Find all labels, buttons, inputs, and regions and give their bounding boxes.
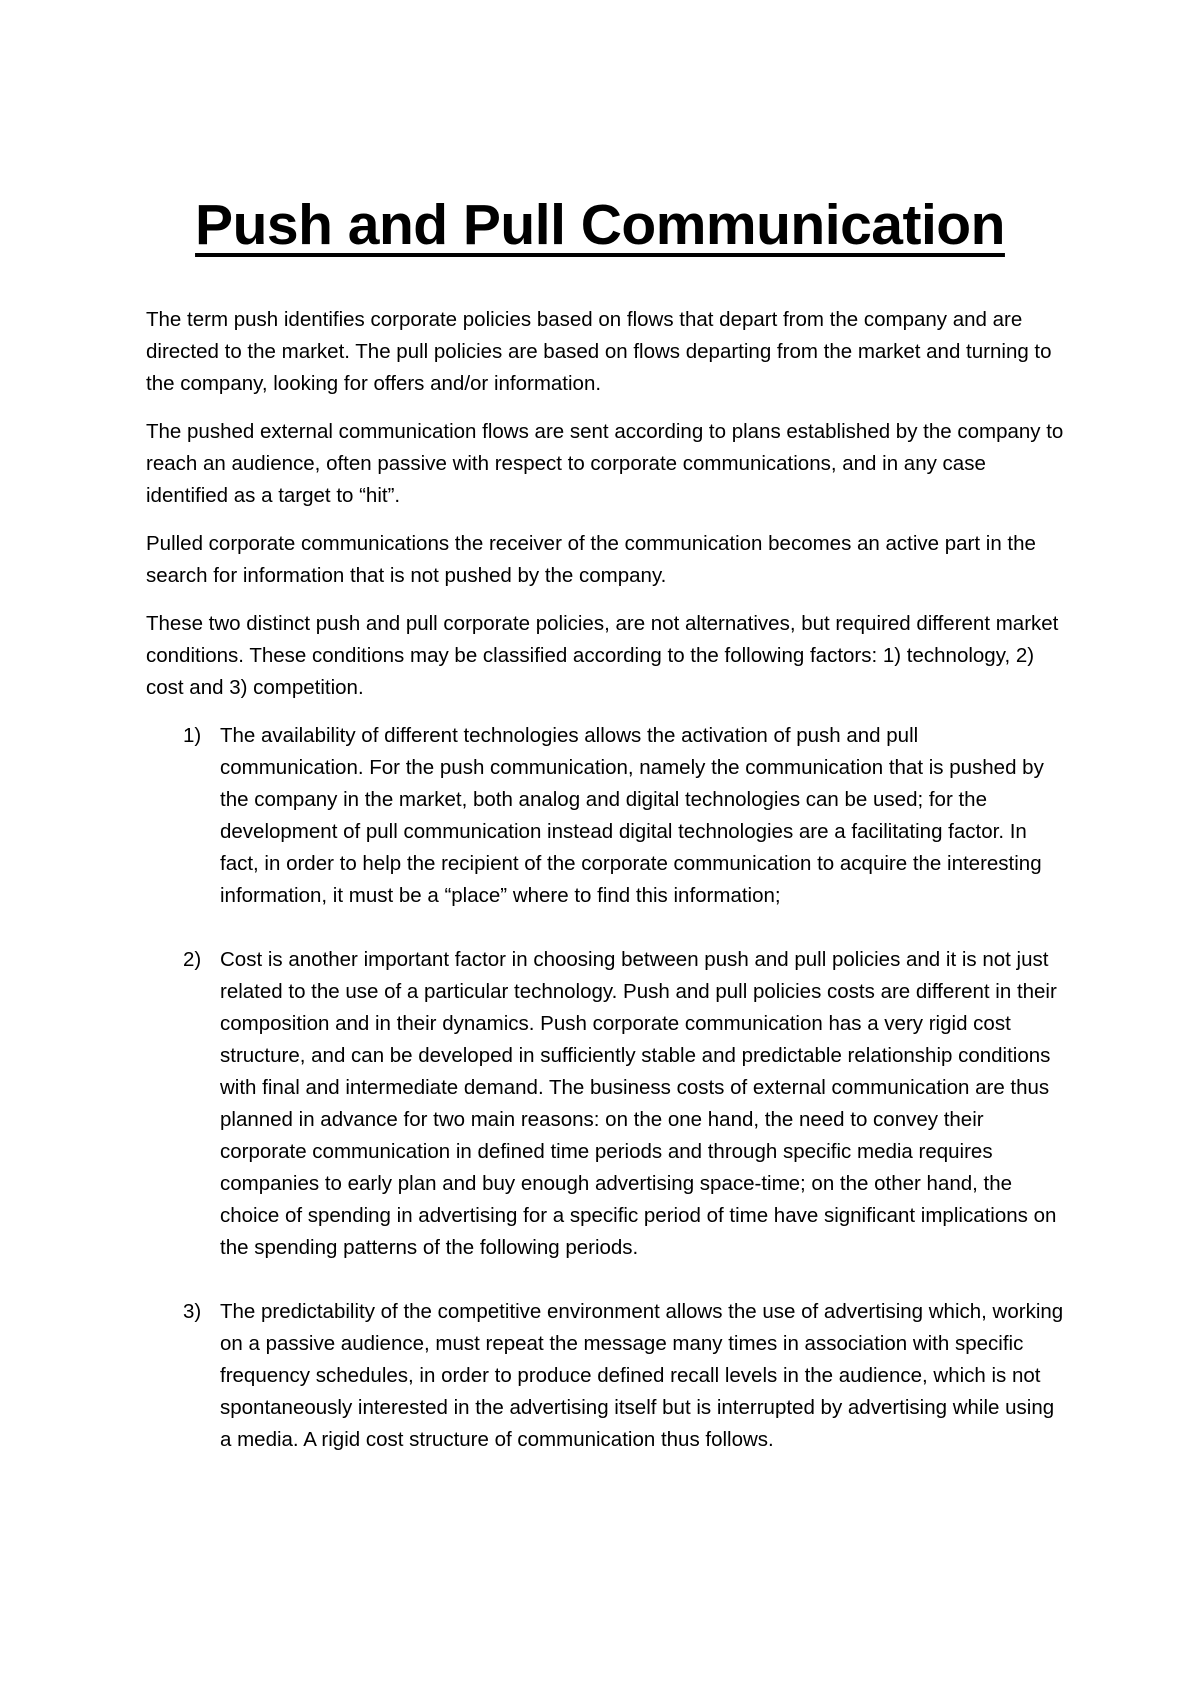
- paragraph-pulled-communications: Pulled corporate communications the receiver of the communication becomes an active part in the search for information that is not pushed by the company.: [146, 532, 1036, 587]
- page-title: [0, 194, 1200, 257]
- list-marker: 3): [183, 1300, 202, 1323]
- list-item-text: The availability of different technologies allows the activation of push and pull communication. For the push communication, namely the communication that is pushed by the company in the market, both analog and digital technologies can be used; for the development of pull communication instead digital technologies are a facilitating factor. In fact, in order to help the recipient of the corporate communication to acquire the interesting information, it must be a “place” where to find this information;: [220, 724, 1044, 907]
- factors-list: [146, 720, 1066, 1456]
- list-item-text: Cost is another important factor in choosing between push and pull policies and it is not just related to the use of a particular technology. Push and pull policies costs are different in their composition and in their dynamics. Push corporate communication has a very rigid cost structure, and can be developed in sufficiently stable and predictable relationship conditions with final and intermediate demand. The business costs of external communication are thus planned in advance for two main reasons: on the one hand, the need to convey their corporate communication in defined time periods and through specific media requires companies to early plan and buy enough advertising space-time; on the other hand, the choice of spending in advertising for a specific period of time have significant implications on the spending patterns of the following periods.: [220, 948, 1057, 1259]
- list-item-text: The predictability of the competitive environment allows the use of advertising which, working on a passive audience, must repeat the message many times in association with specific frequency schedules, in order to produce defined recall levels in the audience, which is not spontaneously interested in the advertising itself but is interrupted by advertising while using a media. A rigid cost structure of communication thus follows.: [220, 1300, 1064, 1451]
- paragraph-push-definition: The term push identifies corporate policies based on flows that depart from the company and are directed to the market. The pull policies are based on flows departing from the market and turning to the company, looking for offers and/or information.: [146, 308, 1052, 395]
- document-body: [146, 304, 1066, 1488]
- paragraph-pushed-flows: The pushed external communication flows are sent according to plans established by the company to reach an audience, often passive with respect to corporate communications, and in any case identified as a target to “hit”.: [146, 420, 1064, 507]
- list-item-cost: [146, 944, 1066, 1264]
- list-marker: 2): [183, 948, 202, 971]
- paragraph-factors: These two distinct push and pull corporate policies, are not alternatives, but required different market conditions. These conditions may be classified according to the following factors: 1) technology, 2) cost and 3) competition.: [146, 612, 1059, 699]
- page-title-text: Push and Pull Communication: [195, 193, 1005, 258]
- list-item-technology: [146, 720, 1066, 912]
- list-item-competition: [146, 1296, 1066, 1456]
- list-marker: 1): [183, 724, 202, 747]
